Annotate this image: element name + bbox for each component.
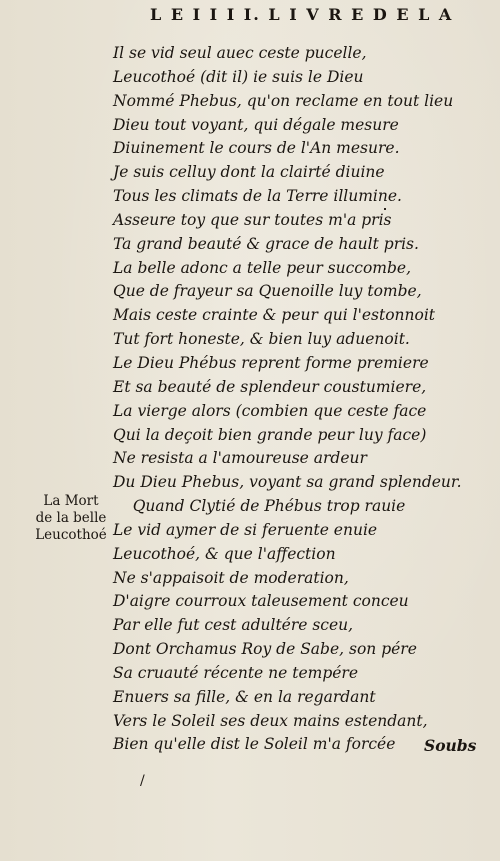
verse-line: Que de frayeur sa Quenoille luy tombe, xyxy=(113,282,422,301)
verse-line: Ta grand beauté & grace de hault pris. xyxy=(113,234,419,253)
marginal-note-line: de la belle xyxy=(35,510,107,526)
verse-line: Ne resista a l'amoureuse ardeur xyxy=(113,449,367,468)
stray-mark: / xyxy=(140,773,145,789)
marginal-note-line: La Mort xyxy=(43,493,99,509)
verse-line: Diuinement le cours de l'An mesure. xyxy=(113,139,400,158)
verse-line: Du Dieu Phebus, voyant sa grand splendeur. xyxy=(113,473,462,492)
running-header: L E I I I I. L I V R E D E L A xyxy=(150,5,454,24)
verse-line: Dieu tout voyant, qui dégale mesure xyxy=(113,115,399,134)
verse-text xyxy=(113,42,462,757)
verse-line: La vierge alors (combien que ceste face xyxy=(113,401,427,420)
verse-line: Tous les climats de la Terre illumine. xyxy=(113,187,402,206)
verse-line: Sa cruauté récente ne tempére xyxy=(113,663,359,682)
verse-line: Je suis celluy dont la clairté diuine xyxy=(113,163,385,182)
verse-line: Nommé Phebus, qu'on reclame en tout lieu xyxy=(113,91,454,110)
verse-line: D'aigre courroux taleusement conceu xyxy=(113,592,409,611)
verse-line: Le Dieu Phébus reprent forme premiere xyxy=(113,353,429,372)
verse-line: Leucothoé (dit il) ie suis le Dieu xyxy=(113,67,364,86)
verse-line: Et sa beauté de splendeur coustumiere, xyxy=(113,377,427,396)
marginal-note xyxy=(28,493,114,544)
verse-line: Tut fort honeste, & bien luy aduenoit. xyxy=(113,330,410,349)
verse-line: Mais ceste crainte & peur qui l'estonnoit xyxy=(113,306,436,325)
verse-line: Leucothoé, & que l'affection xyxy=(113,544,336,563)
marginal-note-line: Leucothoé xyxy=(35,527,107,543)
verse-line: Le vid aymer de si feruente enuie xyxy=(113,520,378,539)
verse-line: Quand Clytié de Phébus trop rauie xyxy=(113,497,406,516)
verse-line: La belle adonc a telle peur succombe, xyxy=(113,258,412,277)
verse-line: Bien qu'elle dist le Soleil m'a forcée xyxy=(113,735,396,754)
verse-line: Par elle fut cest adultére sceu, xyxy=(113,616,354,635)
verse-line: Il se vid seul auec ceste pucelle, xyxy=(113,44,367,62)
verse-line: Asseure toy que sur toutes m'a pris xyxy=(113,210,392,229)
verse-line: Qui la deçoit bien grande peur luy face) xyxy=(113,425,427,444)
catchword: Soubs xyxy=(424,736,477,755)
verse-line: Vers le Soleil ses deux mains estendant, xyxy=(113,711,428,730)
verse-line: Dont Orchamus Roy de Sabe, son pére xyxy=(113,640,417,659)
verse-line: Enuers sa fille, & en la regardant xyxy=(113,687,376,706)
ink-speck xyxy=(384,208,386,210)
verse-line: Ne s'appaisoit de moderation, xyxy=(113,568,349,587)
